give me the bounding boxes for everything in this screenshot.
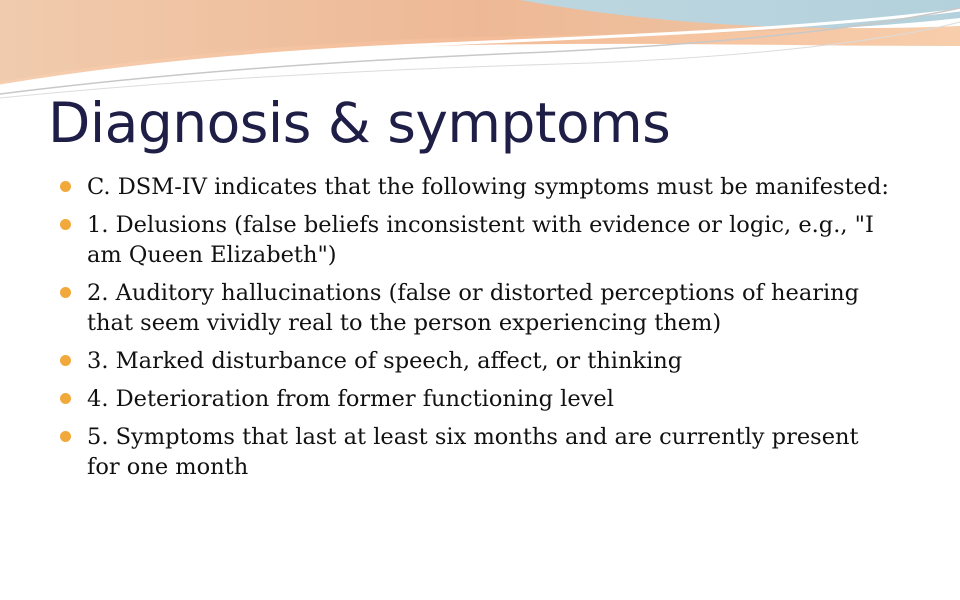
bullet-text: 5. Symptoms that last at least six months and are currently present for one month xyxy=(87,424,859,480)
bullet-text: 1. Delusions (false beliefs inconsistent with evidence or logic, e.g., "I am Queen Elizabeth") xyxy=(87,212,874,268)
list-item xyxy=(60,384,890,414)
bullet-dot-icon xyxy=(60,393,71,404)
bullet-list xyxy=(60,172,890,490)
bullet-text: 4. Deterioration from former functioning level xyxy=(87,386,614,412)
bullet-dot-icon xyxy=(60,219,71,230)
list-item xyxy=(60,346,890,376)
bullet-text: 2. Auditory hallucinations (false or distorted perceptions of hearing that seem vividly real to the person experiencing them) xyxy=(87,280,860,336)
list-item xyxy=(60,172,890,202)
bullet-text: 3. Marked disturbance of speech, affect, or thinking xyxy=(87,348,683,374)
bullet-dot-icon xyxy=(60,181,71,192)
list-item xyxy=(60,422,890,482)
bullet-dot-icon xyxy=(60,355,71,366)
slide-title: Diagnosis & symptoms xyxy=(48,91,671,155)
bullet-text: C. DSM-IV indicates that the following symptoms must be manifested: xyxy=(87,174,889,200)
list-item xyxy=(60,210,890,270)
list-item xyxy=(60,278,890,338)
bullet-dot-icon xyxy=(60,431,71,442)
bullet-dot-icon xyxy=(60,287,71,298)
